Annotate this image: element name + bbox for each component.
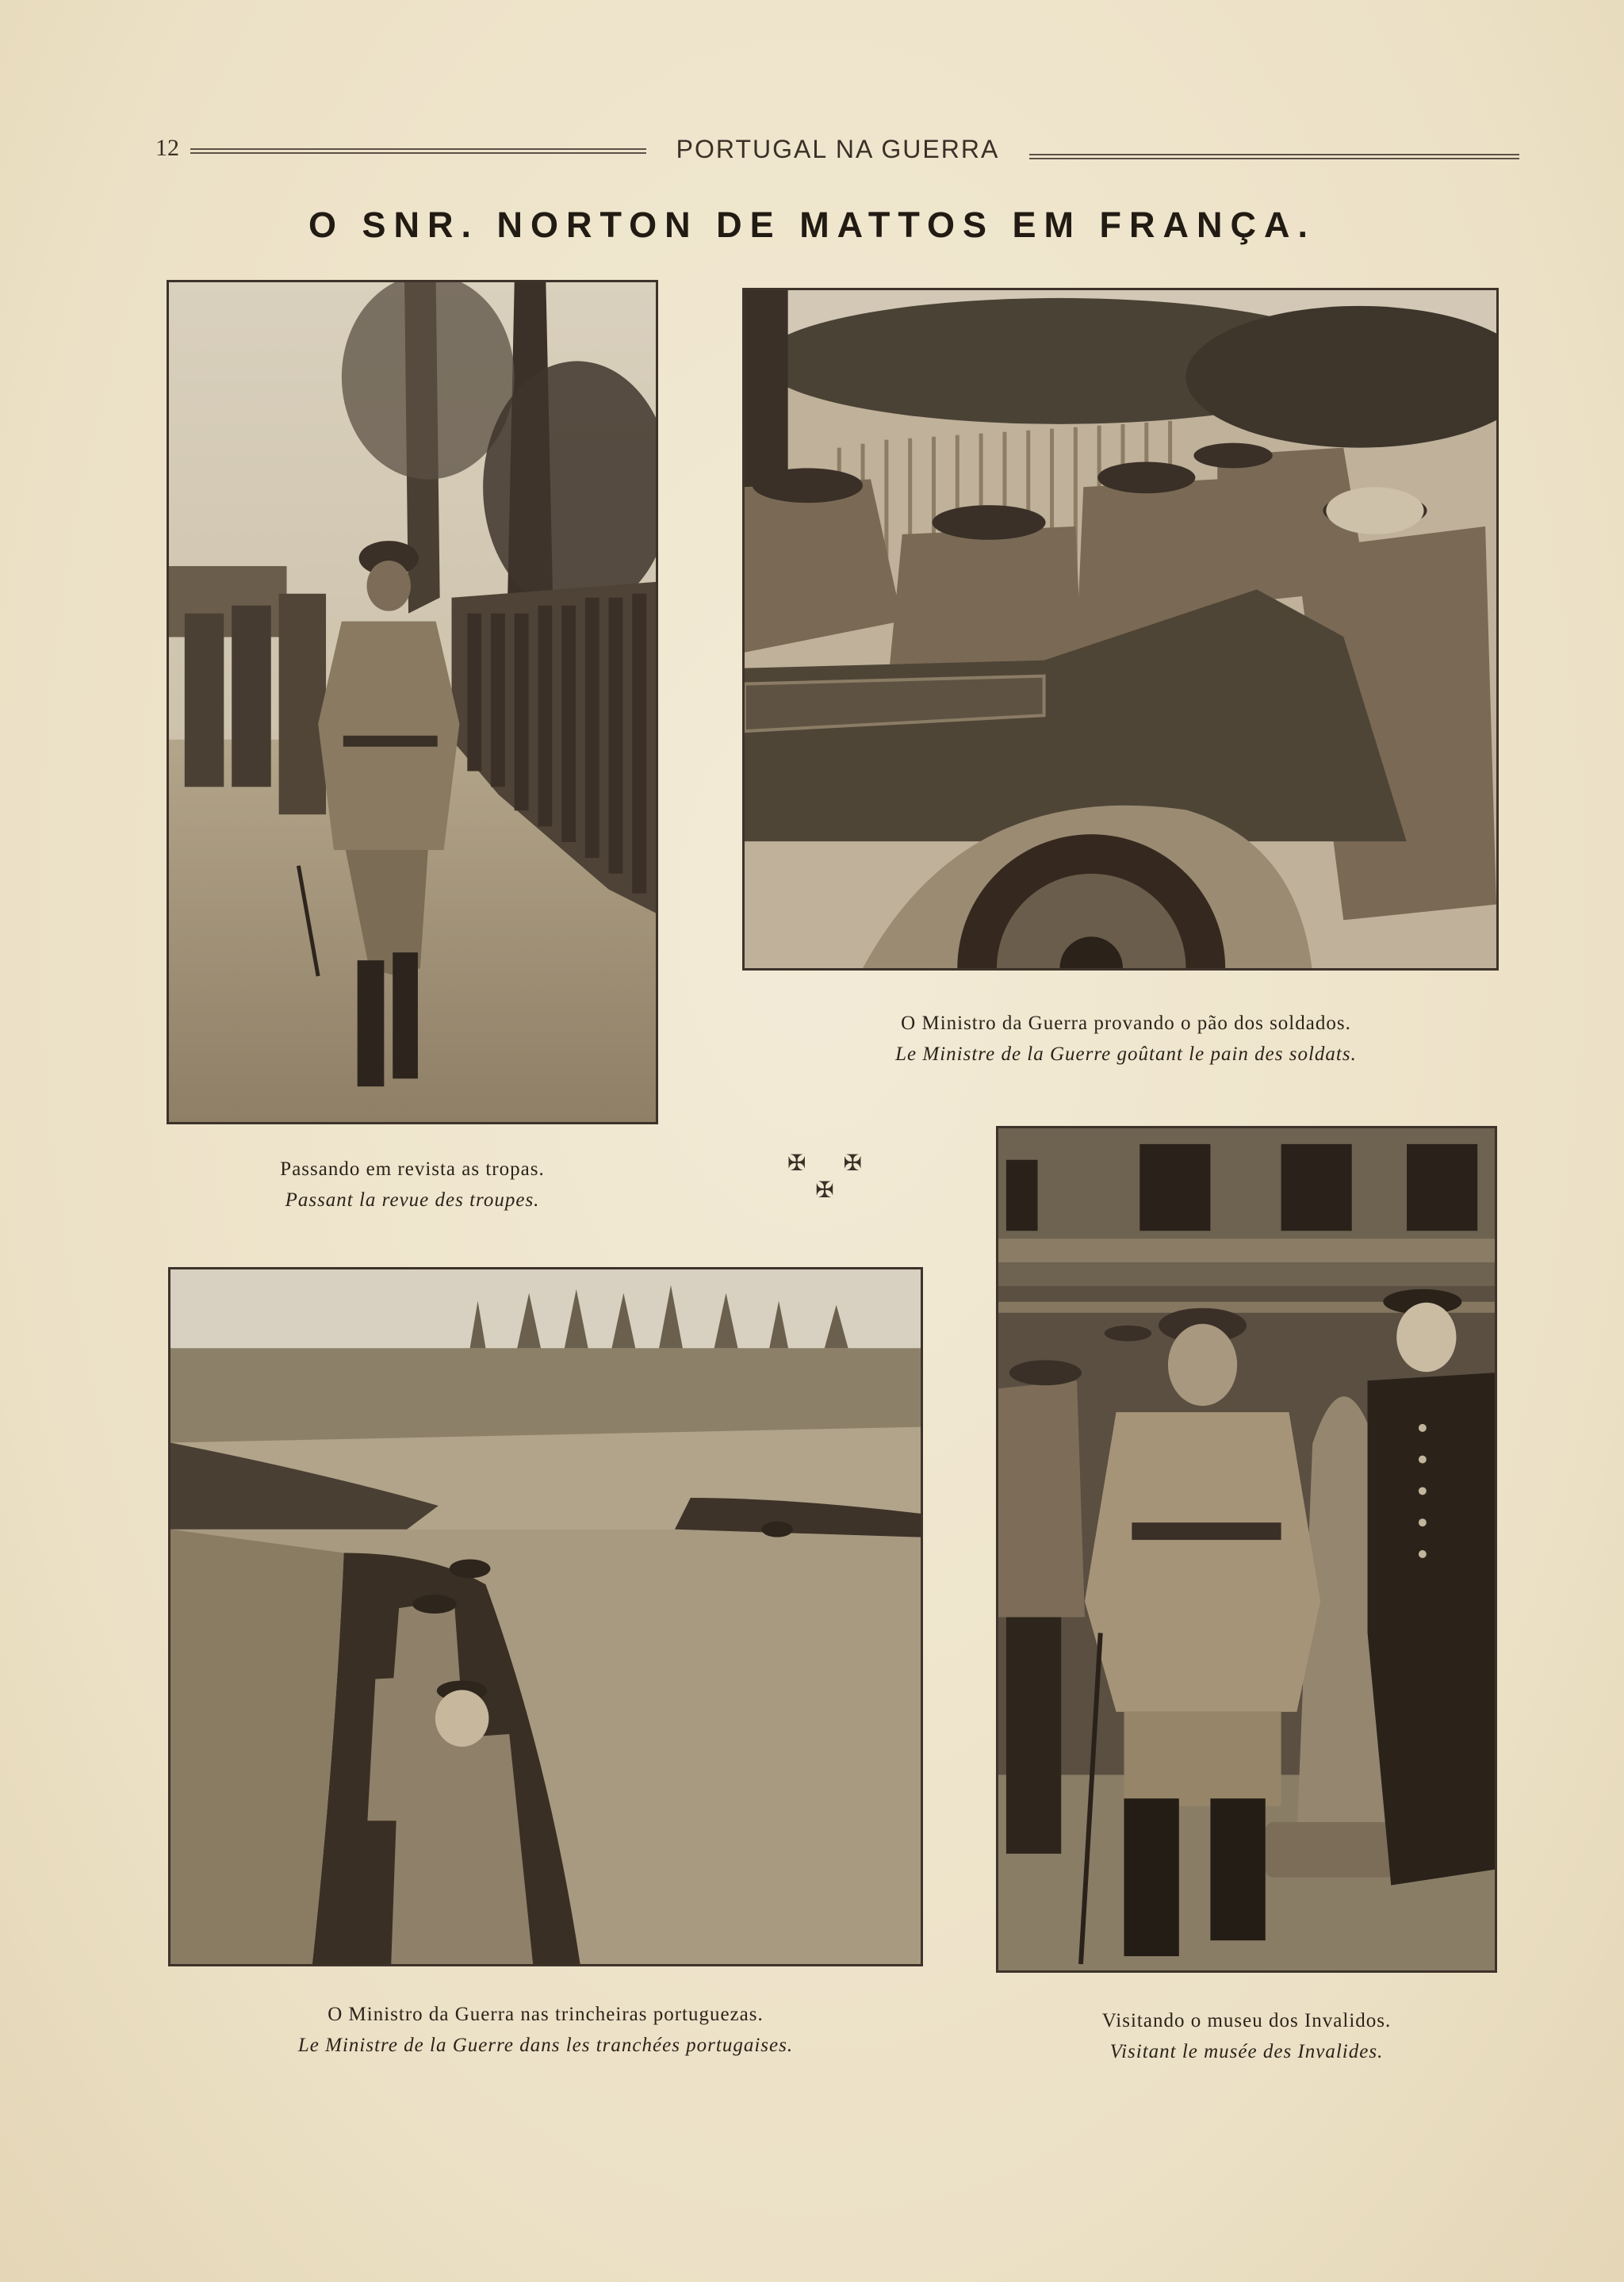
caption-tasting-bread-fr: Le Ministre de la Guerre goûtant le pain des soldats.: [895, 1043, 1357, 1065]
header-rule-left: [190, 148, 646, 154]
caption-invalides-fr: Visitant le musée des Invalides.: [1109, 2040, 1384, 2062]
running-title: PORTUGAL NA GUERRA: [676, 135, 1000, 163]
caption-invalides-pt: Visitando o museu dos Invalidos.: [1101, 2010, 1392, 2031]
page-number: 12: [155, 135, 179, 161]
photo-invalides-image: [998, 1128, 1495, 1970]
photo-reviewing-troops-image: [169, 282, 656, 1122]
photo-tasting-bread: [742, 288, 1499, 971]
ornament-divider: ✠ ✠ ✠: [787, 1151, 878, 1203]
caption-reviewing-troops-pt: Passando em revista as tropas.: [280, 1158, 545, 1180]
caption-reviewing-troops-fr: Passant la revue des troupes.: [285, 1189, 540, 1211]
caption-trench-pt: O Ministro da Guerra nas trincheiras portuguezas.: [327, 2004, 764, 2025]
caption-tasting-bread-pt: O Ministro da Guerra provando o pão dos soldados.: [901, 1013, 1351, 1034]
photo-invalides: [996, 1126, 1497, 1973]
photo-reviewing-troops: [167, 280, 658, 1124]
caption-trench: [168, 2000, 923, 2062]
caption-trench-fr: Le Ministre de la Guerre dans les tranchées portugaises.: [297, 2034, 794, 2056]
caption-reviewing-troops: [206, 1154, 619, 1216]
photo-trench: [168, 1267, 923, 1966]
article-headline: O SNR. NORTON DE MATTOS EM FRANÇA.: [308, 205, 1316, 245]
photo-tasting-bread-image: [745, 290, 1496, 968]
photo-trench-image: [170, 1269, 921, 1964]
caption-tasting-bread: [777, 1009, 1475, 1070]
header-rule-right: [1029, 154, 1519, 159]
caption-invalides: [996, 2006, 1497, 2068]
